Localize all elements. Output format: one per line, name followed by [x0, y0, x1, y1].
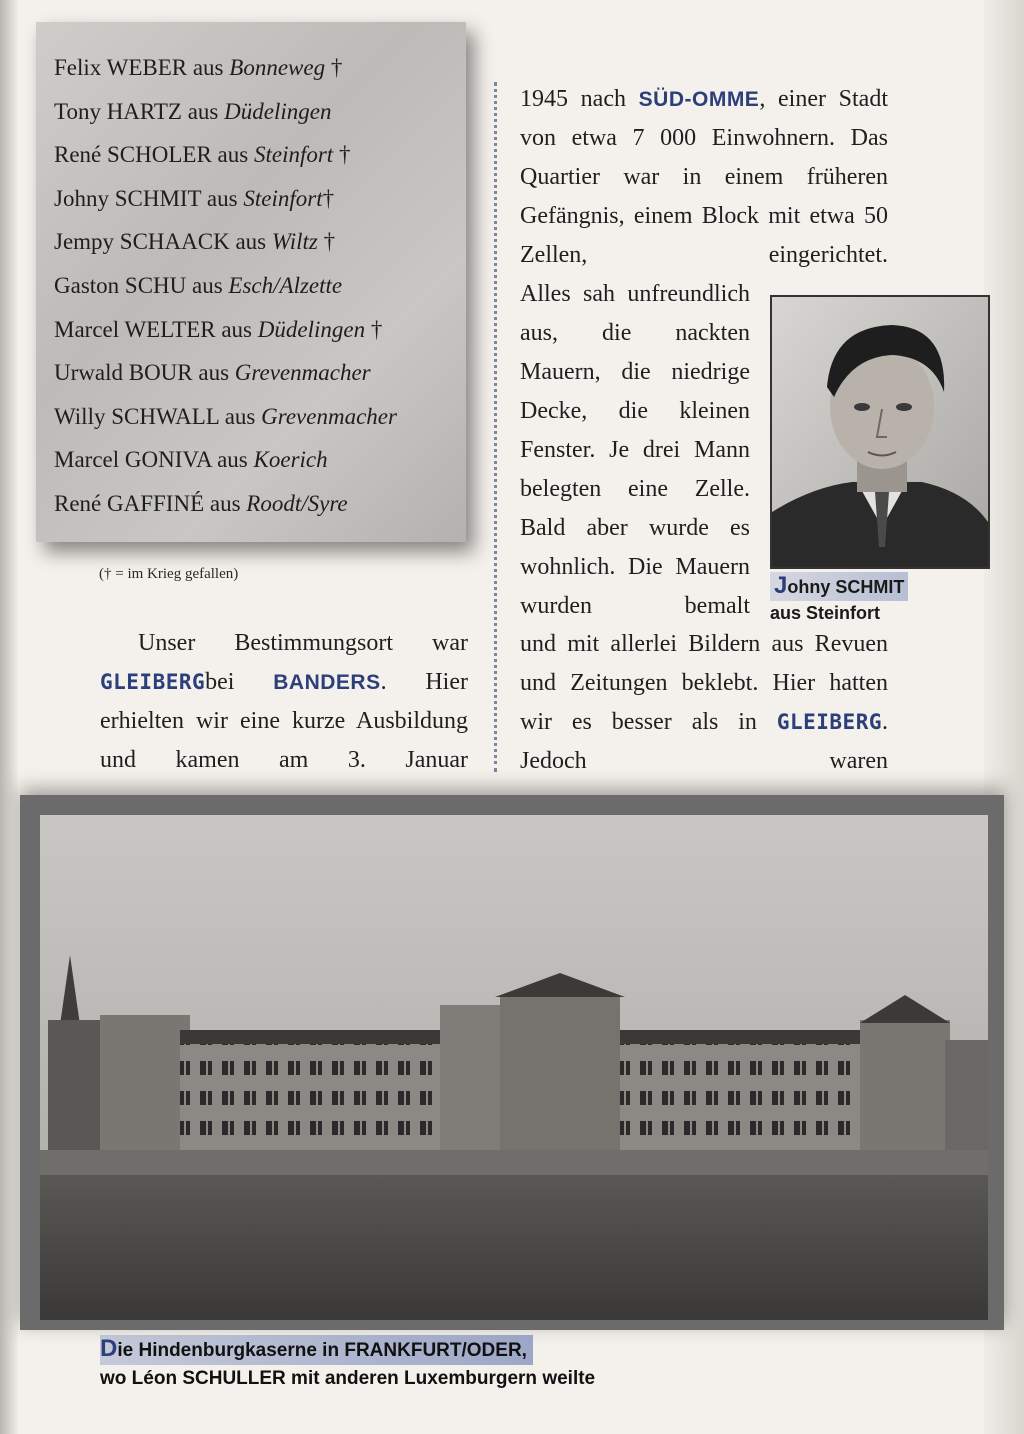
portrait-photo [770, 295, 990, 569]
left-paragraph [100, 624, 468, 780]
left-text-connector: bei [205, 669, 274, 695]
right-text-narrow [520, 275, 750, 626]
person-name: Johny SCHMIT aus [54, 185, 244, 211]
photo-caption-line1 [100, 1335, 533, 1365]
person-name: Marcel WELTER aus [54, 316, 258, 342]
name-entry [54, 133, 466, 177]
portrait-caption-initial: J [774, 572, 788, 599]
barracks-photo [40, 815, 988, 1320]
portrait-illustration [772, 297, 988, 567]
name-entry [54, 482, 466, 526]
name-entry [54, 351, 466, 395]
right-paragraph-top [520, 80, 888, 275]
portrait-caption-line2: aus Steinfort [770, 603, 881, 623]
right-text-top [520, 80, 888, 275]
person-hometown: Koerich [253, 447, 328, 473]
person-name: Marcel GONIVA aus [54, 447, 254, 473]
person-name: Gaston SCHU aus [54, 272, 229, 298]
person-hometown: Grevenmacher [261, 403, 397, 429]
right-text-bottom-start: und mit allerlei Bildern aus Revuen und Zeitungen beklebt. Hier hatten wir es besser als in [520, 631, 888, 735]
person-name: Tony HARTZ aus [54, 98, 225, 124]
place-sued-omme: SÜD-OMME [638, 88, 760, 111]
right-text-bottom-end: . Jedoch waren [520, 709, 888, 774]
fallen-marker: † [317, 229, 336, 255]
name-entry [54, 90, 466, 134]
legend-note: († = im Krieg gefallen) [99, 566, 239, 582]
fallen-marker: † [333, 142, 351, 168]
name-entry [54, 395, 466, 439]
fallen-marker: † [365, 316, 383, 342]
name-entry [54, 264, 466, 308]
names-box [36, 22, 466, 542]
person-name: Willy SCHWALL aus [54, 403, 262, 429]
page-binding-edge [0, 0, 18, 1434]
right-paragraph-bottom [520, 625, 888, 781]
portrait-caption-name: ohny SCHMIT [787, 577, 905, 597]
place-gleiberg: GLEIBERG [100, 670, 206, 694]
name-entry [54, 438, 466, 482]
right-text-start: 1945 nach [520, 86, 639, 112]
right-paragraph-narrow: Alles sah unfreundlich aus, die nackten Mauern, die niedrige Decke, die kleinen Fenster. Je drei Mann belegten eine Zelle. Bald aber wurde es wohnlich. Die Mauern wurden bemalt [520, 281, 750, 619]
person-hometown: Roodt/Syre [246, 490, 348, 516]
person-name: Jempy SCHAACK aus [54, 229, 272, 255]
name-entry [54, 177, 466, 221]
fallen-marker: † [325, 55, 343, 80]
left-text-intro: Unser Bestimmungsort war [138, 630, 468, 656]
photo-caption-line2: wo Léon SCHULLER mit anderen Luxemburgern weilte [100, 1368, 596, 1389]
right-text-continued: , einer Stadt von etwa 7 000 Einwohnern. Das Quartier war in einem früheren Gefängnis, einem Block mit etwa 50 Zellen, eingerichtet. [520, 86, 888, 268]
names-list [36, 22, 466, 526]
left-text-column [100, 624, 468, 780]
person-hometown: Bonneweg [229, 55, 326, 80]
person-hometown: Wiltz [271, 229, 318, 255]
place-banders: BANDERS [273, 671, 381, 694]
place-gleiberg-2: GLEIBERG [776, 710, 882, 734]
fallen-marker: † [322, 185, 335, 211]
person-hometown: Steinfort [243, 185, 323, 211]
portrait-caption-line1 [770, 572, 908, 601]
name-entry [54, 308, 466, 352]
person-hometown: Esch/Alzette [228, 272, 343, 298]
column-divider [494, 82, 497, 772]
right-text-bottom [520, 625, 888, 781]
left-text-rest: . Hier erhielten wir eine kurze Ausbildung und kamen am 3. Januar [100, 669, 468, 773]
name-entry [54, 46, 466, 90]
person-hometown: Düdelingen [224, 98, 332, 124]
person-name: René SCHOLER aus [54, 142, 254, 168]
person-name: Urwald BOUR aus [54, 360, 235, 386]
photo-caption-title: ie Hindenburgkaserne in FRANKFURT/ODER, [117, 1340, 527, 1361]
person-hometown: Steinfort [253, 142, 334, 168]
photo-caption [100, 1335, 595, 1393]
name-entry [54, 220, 466, 264]
barracks-illustration [40, 815, 988, 1320]
portrait-caption [770, 572, 1000, 625]
photo-caption-initial: D [100, 1335, 118, 1362]
person-hometown: Düdelingen [257, 316, 366, 342]
person-name: René GAFFINÉ aus [54, 490, 247, 516]
person-hometown: Grevenmacher [234, 360, 371, 386]
person-name: Felix WEBER aus [54, 55, 230, 80]
